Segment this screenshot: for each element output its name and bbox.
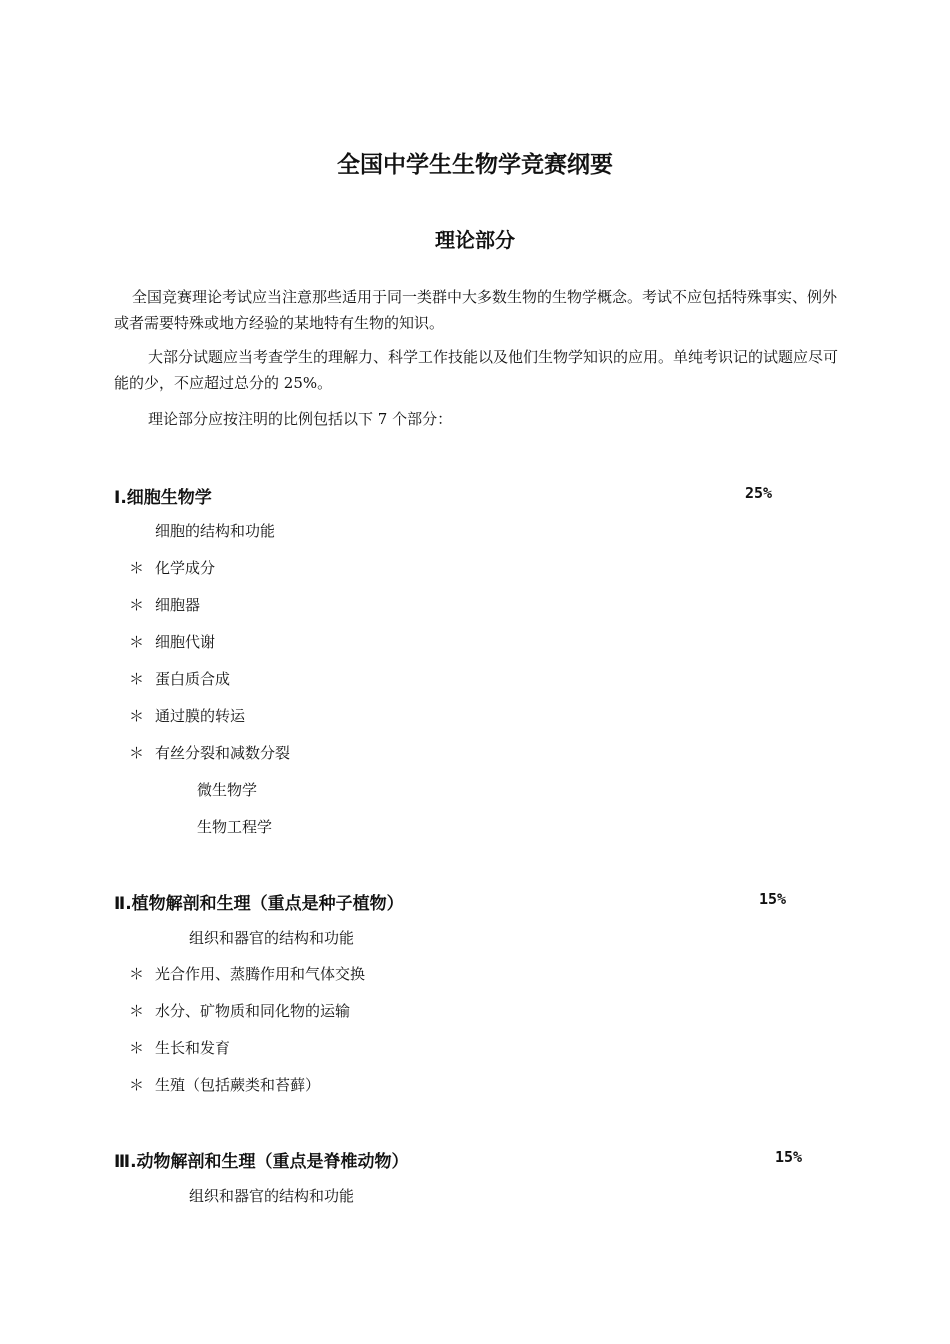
section-intro: 组织和器官的结构和功能	[189, 929, 355, 947]
bullet-item: 通过膜的转运	[155, 707, 246, 725]
section-percent-cell-biology: 25%	[745, 484, 773, 502]
bullet-marker: ＊	[129, 744, 145, 762]
bullet-marker: ＊	[129, 596, 145, 614]
section-heading-cell-biology: Ⅰ.细胞生物学	[114, 488, 212, 508]
bullet-marker: ＊	[129, 670, 145, 688]
bullet-marker: ＊	[129, 1039, 145, 1057]
section-intro: 组织和器官的结构和功能	[189, 1187, 355, 1205]
bullet-marker: ＊	[129, 965, 145, 983]
section-percent-animal-anatomy: 15%	[775, 1148, 803, 1166]
document-title: 全国中学生生物学竞赛纲要	[337, 152, 613, 178]
section-subtitle: 理论部分	[435, 228, 515, 252]
section-extra-item: 微生物学	[197, 781, 258, 799]
bullet-marker: ＊	[129, 559, 145, 577]
bullet-item: 细胞代谢	[155, 633, 216, 651]
section-heading-plant-anatomy: Ⅱ.植物解剖和生理（重点是种子植物）	[114, 894, 404, 914]
bullet-item: 光合作用、蒸腾作用和气体交换	[155, 965, 366, 983]
section-heading-animal-anatomy: Ⅲ.动物解剖和生理（重点是脊椎动物）	[114, 1152, 409, 1172]
bullet-item: 化学成分	[155, 559, 216, 577]
bullet-item: 蛋白质合成	[155, 670, 231, 688]
bullet-marker: ＊	[129, 1002, 145, 1020]
bullet-item: 水分、矿物质和同化物的运输	[155, 1002, 351, 1020]
bullet-item: 细胞器	[155, 596, 201, 614]
section-extra-item: 生物工程学	[197, 818, 273, 836]
bullet-marker: ＊	[129, 633, 145, 651]
bullet-item: 生殖（包括蕨类和苔藓）	[155, 1076, 321, 1094]
intro-paragraph-2: 大部分试题应当考查学生的理解力、科学工作技能以及他们生物学知识的应用。单纯考识记的试题应尽可能的少，不应超过总分的 25%。	[114, 348, 839, 392]
section-intro: 细胞的结构和功能	[155, 522, 276, 540]
bullet-item: 有丝分裂和减数分裂	[155, 744, 291, 762]
bullet-marker: ＊	[129, 707, 145, 725]
intro-paragraph-3: 理论部分应按注明的比例包括以下 7 个部分：	[148, 410, 453, 428]
intro-paragraph-1: 全国竞赛理论考试应当注意那些适用于同一类群中大多数生物的生物学概念。考试不应包括特殊事实、例外或者需要特殊或地方经验的某地特有生物的知识。	[114, 288, 838, 332]
bullet-item: 生长和发育	[155, 1039, 231, 1057]
bullet-marker: ＊	[129, 1076, 145, 1094]
section-percent-plant-anatomy: 15%	[759, 890, 787, 908]
